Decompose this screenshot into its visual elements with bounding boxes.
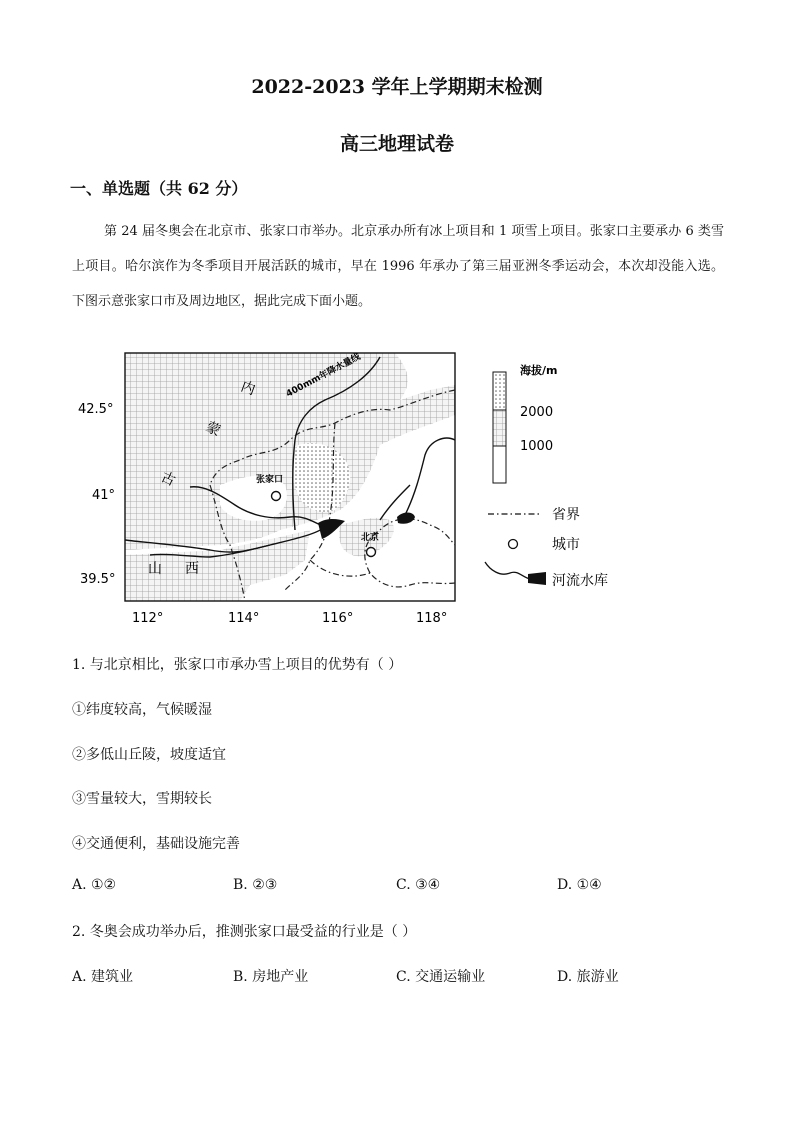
zhangjiakou-map-figure: [70, 345, 630, 635]
legend-swatch-below-1000: [493, 446, 506, 483]
legend-swatch-1000-2000: [493, 410, 506, 446]
legend-elevation-title: 海拔/m: [520, 364, 558, 377]
intro-paragraph: [72, 214, 724, 319]
legend-river-reservoir: 河流水库: [552, 573, 608, 589]
lon-label-118: 118°: [416, 611, 448, 626]
lat-label-41: 41°: [92, 488, 116, 503]
region-label-gu: 古: [158, 469, 178, 490]
intro-text: 第 24 届冬奥会在北京市、张家口市举办。北京承办所有冰上项目和 1 项雪上项目。张家口主要承办 6 类雪上项目。哈尔滨作为冬季项目开展活跃的城市，早在 1996 年承办了第三届亚洲冬季运动会，本次却没能入选。下图示意张家口市及周边地区，据此完成下面小题。: [72, 224, 724, 309]
city-label-beijing: 北京: [361, 533, 380, 543]
question-2-option-a[interactable]: A. 建筑业: [72, 969, 134, 985]
exam-subtitle: 高三地理试卷: [339, 133, 454, 155]
city-marker-zhangjiakou: [272, 492, 281, 501]
question-1-stem: 1. 与北京相比，张家口市承办雪上项目的优势有（ ）: [72, 657, 403, 673]
isohyet-label: 400mm年降水量线: [284, 352, 363, 400]
lon-label-114: 114°: [228, 611, 260, 626]
question-1-statement-2: ②多低山丘陵，坡度适宜: [72, 747, 226, 763]
region-label-nei: 内: [238, 378, 258, 399]
question-2-option-b[interactable]: B. 房地产业: [233, 969, 309, 985]
legend-city: 城市: [552, 537, 580, 553]
exam-title: 2022-2023 学年上学期期末检测: [251, 76, 543, 98]
legend-reservoir-shape: [528, 572, 546, 585]
question-1-option-d[interactable]: D. ①④: [557, 877, 602, 893]
legend-elev-2000: 2000: [520, 405, 554, 420]
city-marker-beijing: [367, 548, 376, 557]
city-label-zhangjiakou: 张家口: [256, 475, 284, 485]
lat-label-42-5: 42.5°: [78, 402, 114, 417]
question-1-statement-4: ④交通便利，基础设施完善: [72, 836, 240, 852]
region-label-xi: 西: [185, 561, 199, 577]
map-legend: [485, 363, 608, 589]
question-1-statement-3: ③雪量较大，雪期较长: [72, 791, 212, 807]
lon-label-112: 112°: [132, 611, 164, 626]
question-2-option-d[interactable]: D. 旅游业: [557, 969, 619, 985]
question-2-stem: 2. 冬奥会成功举办后，推测张家口最受益的行业是（ ）: [72, 924, 417, 940]
section-heading: 一、单选题（共 62 分）: [70, 179, 248, 198]
lon-label-116: 116°: [322, 611, 354, 626]
question-1-option-c[interactable]: C. ③④: [396, 877, 441, 893]
question-1-statement-1: ①纬度较高，气候暖湿: [72, 702, 212, 718]
legend-city-marker: [509, 540, 518, 549]
question-1-option-a[interactable]: A. ①②: [72, 877, 117, 893]
region-label-meng: 蒙: [203, 419, 223, 440]
question-2-option-c[interactable]: C. 交通运输业: [396, 969, 486, 985]
region-label-shan: 山: [148, 561, 162, 577]
lat-label-39-5: 39.5°: [80, 572, 116, 587]
legend-province-boundary: 省界: [552, 507, 580, 523]
legend-river-line: [485, 562, 530, 579]
miyun-reservoir: [397, 513, 415, 524]
legend-swatch-above-2000: [493, 372, 506, 410]
legend-elev-1000: 1000: [520, 439, 554, 454]
question-1-option-b[interactable]: B. ②③: [233, 877, 278, 893]
